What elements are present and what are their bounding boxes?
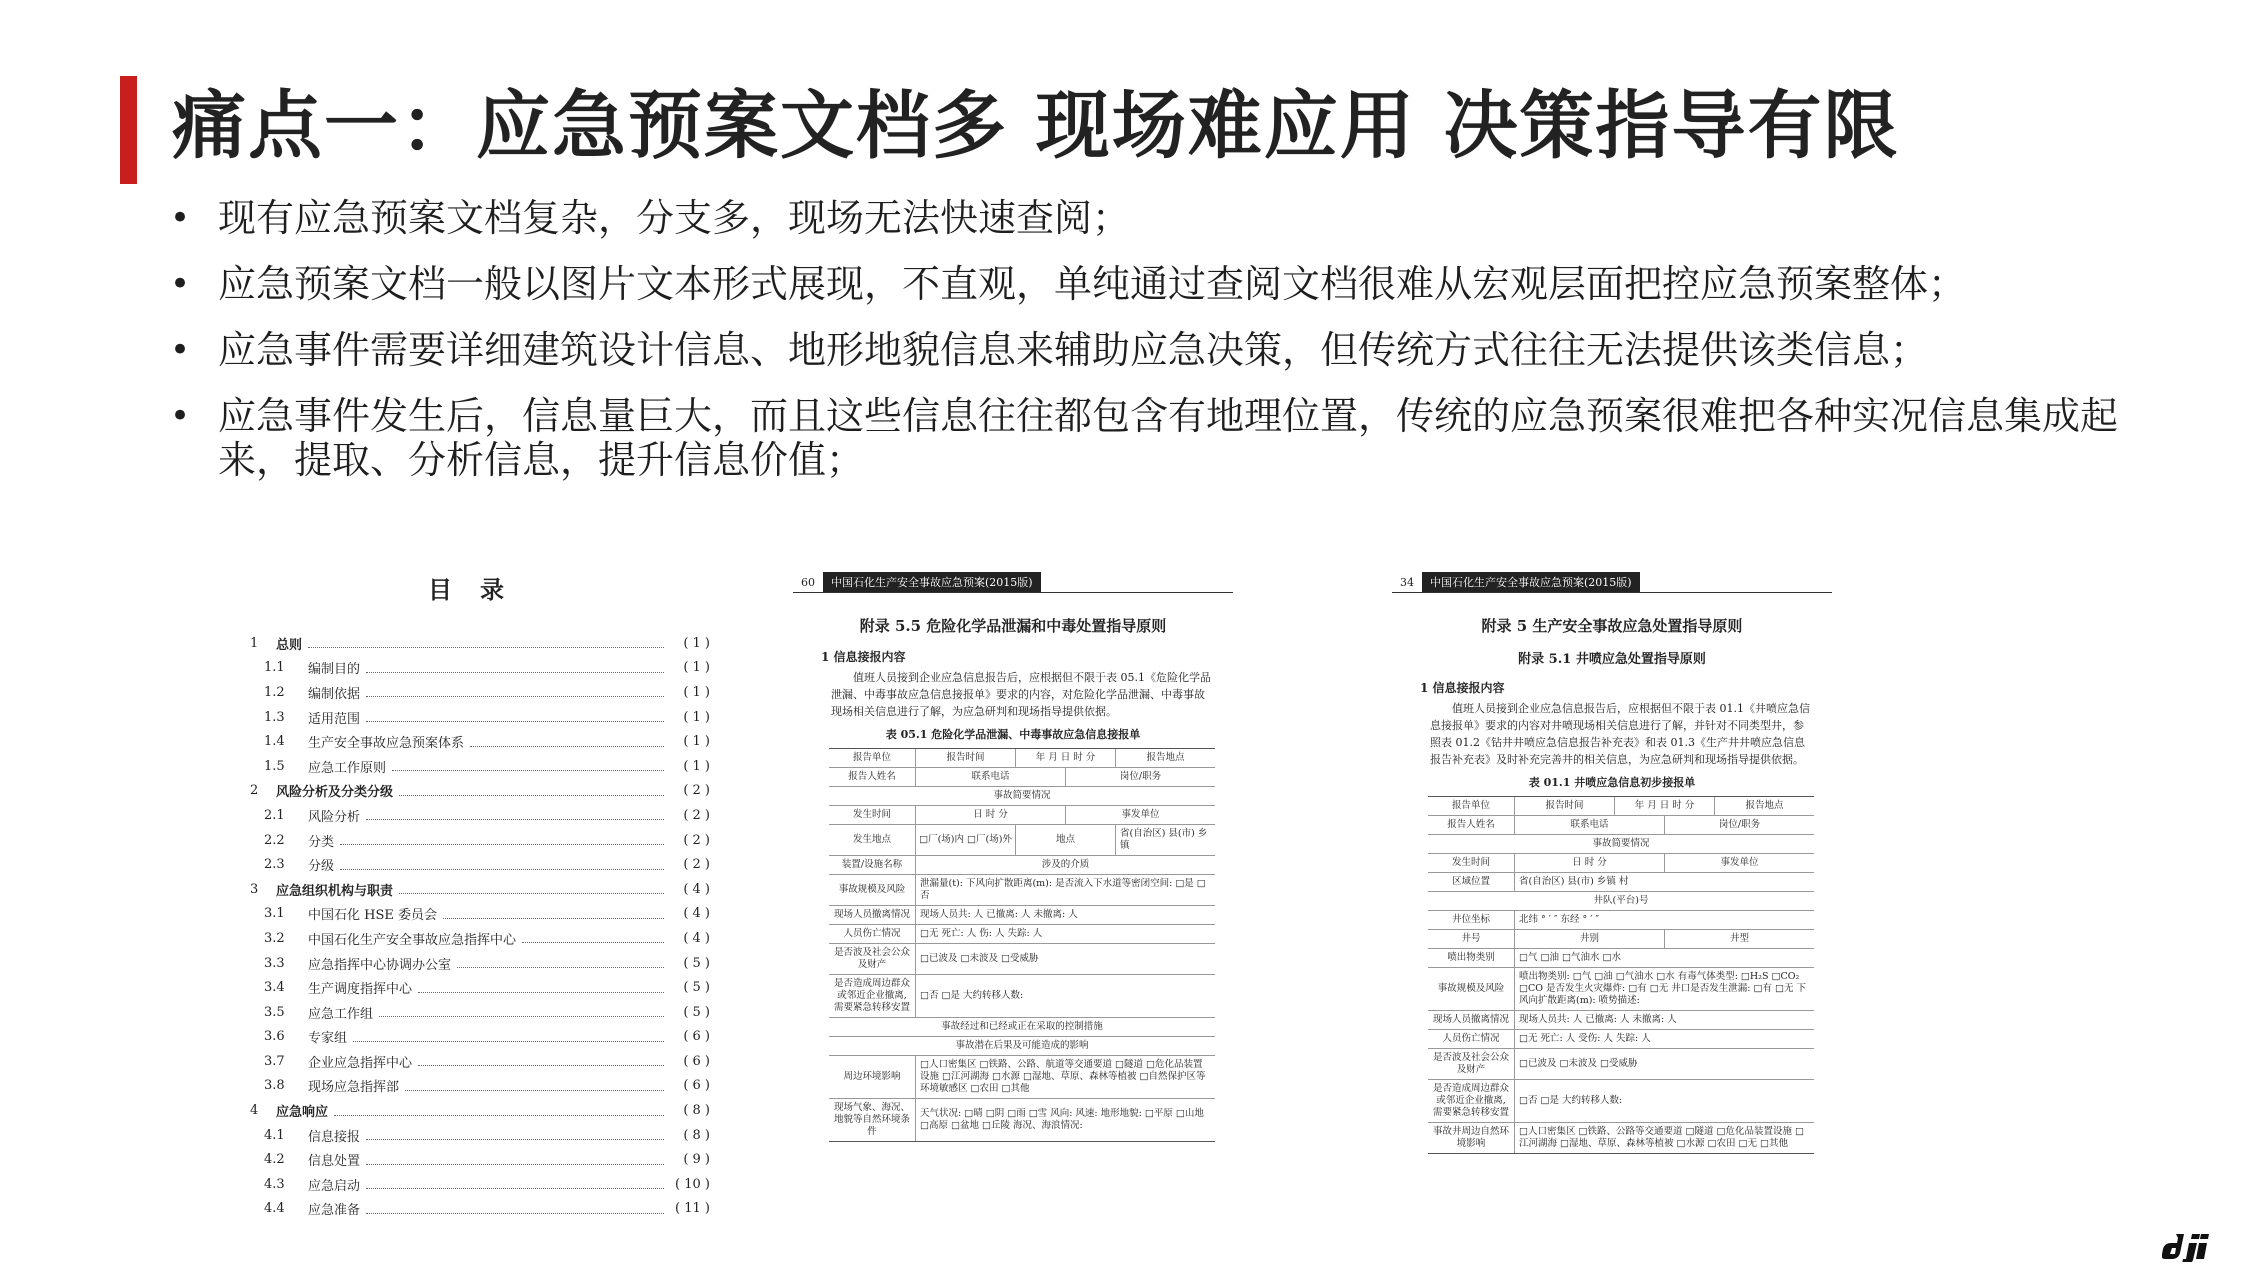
table-caption: 表 05.1 危险化学品泄漏、中毒事故应急信息接报单: [885, 728, 1141, 741]
toc-dot-leader: [379, 1007, 664, 1017]
form-row: [1428, 1123, 1814, 1153]
toc-row-label: 信息接报: [308, 1129, 361, 1145]
form-cell: 现场人员撤离情况: [829, 906, 916, 924]
toc-row-page: ( 5 ): [683, 955, 710, 971]
section-heading: 1 信息接报内容: [1420, 681, 1505, 695]
section-paragraph: 值班人员接到企业应急信息报告后，应根据但不限于表 05.1《危险化学品泄漏、中毒事故应急信息接报单》要求的内容，对危险化学品泄漏、中毒事故现场相关信息进行了解，为应急研判和现场指导提供依据。: [831, 671, 1211, 718]
form-cell: 岗位/职务: [1119, 771, 1162, 782]
form-cell: 井别: [1515, 930, 1665, 948]
toc-row-number: 1.1: [264, 660, 285, 676]
form-cell: 现场人员撤离情况: [1428, 1011, 1515, 1029]
form-cell: 泄漏量(t): 下风向扩散距离(m): 是否流入下水道等密闭空间: □是 □否: [920, 878, 1206, 901]
page-header: [1392, 572, 1832, 593]
toc-row-label: 应急工作组: [308, 1006, 374, 1022]
bullet-item: [168, 262, 2128, 306]
toc-dot-leader: [443, 909, 664, 919]
toc-row-page: ( 8 ): [683, 1127, 710, 1143]
form-cell: 是否造成周边群众或邻近企业撤离,需要紧急转移安置: [1428, 1080, 1515, 1122]
toc-row-label: 风险分析: [308, 809, 361, 825]
form-row: [829, 1018, 1215, 1037]
toc-row-page: ( 1 ): [683, 758, 710, 774]
toc-row: [250, 680, 710, 705]
form-cell: 现场气象、海况、地貌等自然环境条件: [829, 1099, 916, 1141]
toc-row-page: ( 10 ): [675, 1176, 710, 1192]
toc-row-page: ( 5 ): [683, 1004, 710, 1020]
toc-row-label: 中国石化 HSE 委员会: [308, 908, 437, 924]
form-row: [1428, 797, 1814, 816]
form-row: [1428, 873, 1814, 892]
form-cell: 事故潜在后果及可能造成的影响: [955, 1040, 1089, 1051]
toc-row-number: 3.1: [264, 906, 285, 922]
toc-row-label: 企业应急指挥中心: [308, 1055, 413, 1071]
form-row: [1428, 1030, 1814, 1049]
toc-row-label: 总则: [276, 637, 303, 653]
form-cell: 装置/设施名称: [829, 856, 916, 874]
toc-row-label: 应急启动: [308, 1178, 361, 1194]
form-row: [829, 806, 1215, 825]
form-row: [829, 1056, 1215, 1099]
form-cell: 事发单位: [1121, 809, 1160, 820]
toc-row: [250, 1025, 710, 1050]
toc-row-label: 编制依据: [308, 686, 361, 702]
form-cell: 发生时间: [829, 806, 916, 824]
form-cell: □人口密集区 □铁路、公路、航道等交通要道 □隧道 □危化品装置设施 □江河湖海 □水源 □湿地、草原、森林等植被 □自然保护区等环境敏感区 □农田 □其他: [920, 1059, 1206, 1094]
bullet-list: [168, 196, 2128, 504]
appendix-title: 附录 5 生产安全事故应急处置指导原则: [1481, 617, 1743, 635]
bullet-item: [168, 196, 2128, 240]
form-row: [1428, 1080, 1814, 1123]
toc-dot-leader: [418, 1056, 664, 1066]
form-cell: 现场人员共: 人 已撤离: 人 未撤离: 人: [1519, 1014, 1677, 1025]
form-cell: 喷出物类别: [1428, 949, 1515, 967]
toc-row: [250, 828, 710, 853]
toc-row-page: ( 4 ): [683, 881, 710, 897]
toc-row-number: 1.4: [264, 734, 285, 750]
form-cell: 报告人姓名: [829, 768, 916, 786]
bullet-text: 现有应急预案文档复杂，分支多，现场无法快速查阅；: [218, 196, 1131, 240]
toc-row: [250, 951, 710, 976]
form-cell: 省(自治区) 县(市) 乡镇 村: [1519, 876, 1629, 887]
form-cell: 事发单位: [1720, 857, 1759, 868]
toc-dot-leader: [340, 860, 664, 870]
toc-row-page: ( 2 ): [683, 807, 710, 823]
toc-row-number: 3.6: [264, 1029, 285, 1045]
report-form-table: [1428, 796, 1814, 1154]
report-form-table: [829, 748, 1215, 1142]
form-cell: 联系电话: [1515, 816, 1665, 834]
form-cell: 事故规模及风险: [1428, 968, 1515, 1010]
toc-row-page: ( 9 ): [683, 1152, 710, 1168]
form-row: [1428, 1011, 1814, 1030]
toc-row-page: ( 1 ): [683, 660, 710, 676]
toc-row-number: 3.7: [264, 1053, 285, 1069]
toc-row-page: ( 6 ): [683, 1078, 710, 1094]
toc-dot-leader: [405, 1081, 664, 1091]
form-cell: □厂(场)内 □厂(场)外: [916, 825, 1016, 855]
toc-dot-leader: [340, 835, 664, 845]
toc-row: [250, 631, 710, 656]
toc-row-number: 4: [250, 1103, 259, 1119]
page-number: 34: [1400, 575, 1414, 589]
toc-row: [250, 1074, 710, 1099]
toc-row-page: ( 1 ): [683, 635, 710, 651]
form-cell: 涉及的介质: [1041, 859, 1090, 870]
toc-row-number: 3.5: [264, 1004, 285, 1020]
form-cell: 是否造成周边群众或邻近企业撤离,需要紧急转移安置: [829, 975, 916, 1017]
toc-dot-leader: [366, 1179, 664, 1189]
toc-dot-leader: [366, 687, 664, 697]
toc-row: [250, 729, 710, 754]
form-cell: 报告人姓名: [1428, 816, 1515, 834]
toc-row-page: ( 2 ): [683, 857, 710, 873]
toc-row: [250, 926, 710, 951]
toc-dot-leader: [353, 1032, 664, 1042]
form-cell: □无 死亡: 人 受伤: 人 失踪: 人: [1519, 1033, 1651, 1044]
form-cell: 年 月 日 时 分: [1016, 749, 1116, 767]
form-row: [829, 768, 1215, 787]
form-cell: 区域位置: [1428, 873, 1515, 891]
toc-row-page: ( 4 ): [683, 930, 710, 946]
toc-row-page: ( 11 ): [675, 1201, 710, 1217]
toc-row-label: 应急组织机构与职责: [276, 883, 394, 899]
toc-row: [250, 1172, 710, 1197]
bullet-text: 应急事件发生后，信息量巨大，而且这些信息往往都包含有地理位置，传统的应急预案很难把各种实况信息集成起来，提取、分析信息，提升信息价值；: [218, 394, 2119, 482]
toc-dot-leader: [418, 983, 664, 993]
page-header: [793, 572, 1233, 593]
appendix-title: 附录 5.5 危险化学品泄漏和中毒处置指导原则: [859, 617, 1167, 635]
toc-row: [250, 656, 710, 681]
form-row: [1428, 911, 1814, 930]
toc-row-number: 2: [250, 783, 259, 799]
form-cell: 人员伤亡情况: [1428, 1030, 1515, 1048]
toc-row-page: ( 6 ): [683, 1053, 710, 1069]
form-cell: 报告单位: [1428, 797, 1515, 815]
form-row: [1428, 968, 1814, 1011]
form-row: [829, 944, 1215, 975]
form-cell: 事故经过和已经或正在采取的控制措施: [941, 1021, 1103, 1032]
form-row: [1428, 949, 1814, 968]
form-row: [1428, 930, 1814, 949]
toc-row-label: 适用范围: [308, 711, 361, 727]
form-cell: □否 □是 大约转移人数:: [1519, 1095, 1623, 1106]
form-cell: 地点: [1016, 825, 1116, 855]
toc-row-number: 3.8: [264, 1078, 285, 1094]
toc-row: [250, 779, 710, 804]
form-cell: □人口密集区 □铁路、公路等交通要道 □隧道 □危化品装置设施 □江河湖海 □湿地、草原、森林等植被 □水源 □农田 □无 □其他: [1519, 1126, 1804, 1149]
toc-row-page: ( 4 ): [683, 906, 710, 922]
toc-row: [250, 1147, 710, 1172]
toc-row-label: 信息处置: [308, 1154, 361, 1170]
form-cell: 年 月 日 时 分: [1615, 797, 1715, 815]
toc-row-label: 风险分析及分类分级: [276, 785, 394, 801]
form-cell: 日 时 分: [916, 806, 1066, 824]
section-paragraph: 值班人员接到企业应急信息报告后，应根据但不限于表 01.1《井喷应急信息接报单》要求的内容对井喷现场相关信息进行了解，并针对不同类型井，参照表 01.2《钻井井喷应急信息报告补充表》和表 01.3《生产井井喷应急信息报告补充表》及时补充完善井的相关信息，为应急研判和现场指导提供依据。: [1430, 702, 1810, 766]
toc-row: [250, 902, 710, 927]
form-cell: 报告地点: [1745, 800, 1784, 811]
toc-row-label: 现场应急指挥部: [308, 1080, 400, 1096]
toc-row-number: 1.3: [264, 709, 285, 725]
dji-logo: [2162, 1226, 2240, 1262]
toc-row-label: 应急工作原则: [308, 760, 387, 776]
toc-dot-leader: [366, 1155, 664, 1165]
toc-row-page: ( 1 ): [683, 709, 710, 725]
form-cell: 井号: [1428, 930, 1515, 948]
form-row: [829, 906, 1215, 925]
form-cell: 报告单位: [829, 749, 916, 767]
form-cell: 是否波及社会公众及财产: [829, 944, 916, 974]
page-number: 60: [801, 575, 815, 589]
toc-row-number: 4.3: [264, 1176, 285, 1192]
slide-title: 痛点一：应急预案文档多 现场难应用 决策指导有限: [172, 83, 1900, 169]
form-row: [829, 1037, 1215, 1056]
bullet-dot: •: [170, 198, 191, 238]
toc-dot-leader: [470, 737, 664, 747]
form-row: [829, 975, 1215, 1018]
form-cell: □无 死亡: 人 伤: 人 失踪: 人: [920, 928, 1043, 939]
toc-row-page: ( 2 ): [683, 783, 710, 799]
toc-row-number: 1: [250, 635, 259, 651]
toc-dot-leader: [366, 810, 664, 820]
toc-row-number: 4.4: [264, 1201, 285, 1217]
toc-dot-leader: [308, 638, 664, 648]
toc-row-number: 1.2: [264, 684, 285, 700]
form-row: [1428, 816, 1814, 835]
toc-title: 目录: [428, 575, 532, 604]
toc-row-label: 应急指挥中心协调办公室: [308, 957, 452, 973]
toc-row-label: 生产安全事故应急预案体系: [308, 736, 465, 752]
form-cell: 岗位/职务: [1718, 819, 1761, 830]
toc-dot-leader: [457, 958, 664, 968]
form-cell: 发生时间: [1428, 854, 1515, 872]
bullet-dot: •: [170, 330, 191, 370]
toc-row-label: 编制目的: [308, 662, 361, 678]
form-cell: 联系电话: [916, 768, 1066, 786]
form-cell: 报告时间: [1515, 797, 1615, 815]
toc-dot-leader: [392, 761, 664, 771]
bullet-dot: •: [170, 264, 191, 304]
form-cell: □已波及 □未波及 □受威胁: [920, 953, 1039, 964]
toc-row: [250, 1049, 710, 1074]
form-cell: 人员伤亡情况: [829, 925, 916, 943]
bullet-item: [168, 328, 2128, 372]
bullet-text: 应急预案文档一般以图片文本形式展现，不直观，单纯通过查阅文档很难从宏观层面把控应急预案整体；: [218, 262, 1967, 306]
toc-row-page: ( 2 ): [683, 832, 710, 848]
bullet-dot: •: [170, 396, 191, 436]
form-cell: 省(自治区) 县(市) 乡镇: [1120, 828, 1208, 851]
toc-dot-leader: [366, 663, 664, 673]
toc-row-page: ( 5 ): [683, 980, 710, 996]
bullet-item: [168, 394, 2128, 482]
toc-row: [250, 754, 710, 779]
form-cell: 天气状况: □晴 □阴 □雨 □雪 风向: 风速: 地形地貌: □平原 □山地 □高原 □盆地 □丘陵 海况、海浪情况:: [920, 1108, 1204, 1131]
table-caption: 表 01.1 井喷应急信息初步接报单: [1528, 776, 1696, 789]
toc-dot-leader: [399, 884, 664, 894]
blowout-appendix-document-image: [1392, 572, 1832, 1232]
toc-row-number: 3.2: [264, 930, 285, 946]
toc-row: [250, 1098, 710, 1123]
toc-row: [250, 1197, 710, 1222]
appendix-subtitle: 附录 5.1 井喷应急处置指导原则: [1518, 652, 1706, 667]
form-cell: 事故简要情况: [1592, 838, 1650, 849]
form-cell: □气 □油 □气油水 □水: [1519, 952, 1621, 963]
form-cell: 井位坐标: [1428, 911, 1515, 929]
form-cell: 报告时间: [916, 749, 1016, 767]
form-cell: 是否波及社会公众及财产: [1428, 1049, 1515, 1079]
toc-row: [250, 1123, 710, 1148]
form-row: [829, 749, 1215, 768]
toc-row-label: 专家组: [308, 1031, 348, 1047]
toc-row: [250, 877, 710, 902]
toc-document-image: [250, 570, 710, 1230]
toc-row-label: 生产调度指挥中心: [308, 982, 413, 998]
toc-row-number: 3.4: [264, 980, 285, 996]
toc-row: [250, 975, 710, 1000]
form-row: [1428, 854, 1814, 873]
toc-row-label: 应急响应: [276, 1105, 329, 1121]
toc-row-number: 2.2: [264, 832, 285, 848]
toc-row-number: 3.3: [264, 955, 285, 971]
toc-row-number: 1.5: [264, 758, 285, 774]
form-row: [829, 875, 1215, 906]
toc-dot-leader: [366, 1130, 664, 1140]
toc-row-page: ( 8 ): [683, 1103, 710, 1119]
toc-list: [250, 631, 710, 1221]
book-title-tag: 中国石化生产安全事故应急预案(2015版): [1422, 572, 1640, 592]
form-row: [1428, 835, 1814, 854]
form-row: [829, 925, 1215, 944]
form-cell: □已波及 □未波及 □受威胁: [1519, 1058, 1638, 1069]
form-cell: 现场人员共: 人 已撤离: 人 未撤离: 人: [920, 909, 1078, 920]
toc-row: [250, 705, 710, 730]
toc-row-number: 4.1: [264, 1127, 285, 1143]
form-row: [829, 1099, 1215, 1141]
toc-dot-leader: [366, 712, 664, 722]
form-cell: □否 □是 大约转移人数:: [920, 990, 1024, 1001]
toc-row: [250, 852, 710, 877]
form-row: [829, 856, 1215, 875]
toc-dot-leader: [522, 933, 664, 943]
toc-row-number: 2.3: [264, 857, 285, 873]
toc-row-label: 应急准备: [308, 1203, 361, 1219]
form-cell: 北纬 ° ′ ″ 东经 ° ′ ″: [1519, 914, 1600, 925]
form-row: [1428, 892, 1814, 911]
form-row: [829, 825, 1215, 856]
form-cell: 井队(平台)号: [1593, 895, 1649, 906]
toc-row-page: ( 6 ): [683, 1029, 710, 1045]
form-cell: 事故规模及风险: [829, 875, 916, 905]
toc-row-page: ( 1 ): [683, 684, 710, 700]
form-row: [1428, 1049, 1814, 1080]
form-cell: 日 时 分: [1515, 854, 1665, 872]
toc-row-label: 分类: [308, 834, 335, 850]
form-cell: 周边环境影响: [829, 1056, 916, 1098]
form-cell: 发生地点: [829, 825, 916, 855]
toc-dot-leader: [399, 786, 664, 796]
toc-row-page: ( 1 ): [683, 734, 710, 750]
bullet-text: 应急事件需要详细建筑设计信息、地形地貌信息来辅助应急决策，但传统方式往往无法提供该类信息；: [218, 328, 1929, 372]
toc-dot-leader: [334, 1106, 664, 1116]
form-cell: 报告地点: [1146, 752, 1185, 763]
toc-row-label: 中国石化生产安全事故应急指挥中心: [308, 932, 517, 948]
title-accent-bar: [120, 76, 137, 184]
toc-row-number: 2.1: [264, 807, 285, 823]
toc-row-number: 4.2: [264, 1152, 285, 1168]
form-cell: 喷出物类别: □气 □油 □气油水 □水 有毒气体类型: □H₂S □CO₂ □CO 是否发生火灾爆炸: □有 □无 井口是否发生泄漏: □有 □无 下风向扩散距离(m): 喷势描述:: [1519, 971, 1806, 1006]
form-row: [829, 787, 1215, 806]
toc-row-label: 分级: [308, 859, 335, 875]
section-heading: 1 信息接报内容: [821, 650, 906, 664]
form-cell: 井型: [1729, 933, 1749, 944]
hazmat-appendix-document-image: [793, 572, 1233, 1232]
toc-row: [250, 803, 710, 828]
toc-row: [250, 1000, 710, 1025]
form-cell: 事故井周边自然环境影响: [1428, 1123, 1515, 1153]
toc-row-number: 3: [250, 881, 259, 897]
form-cell: 事故简要情况: [993, 790, 1051, 801]
book-title-tag: 中国石化生产安全事故应急预案(2015版): [823, 572, 1041, 592]
toc-dot-leader: [366, 1204, 664, 1214]
